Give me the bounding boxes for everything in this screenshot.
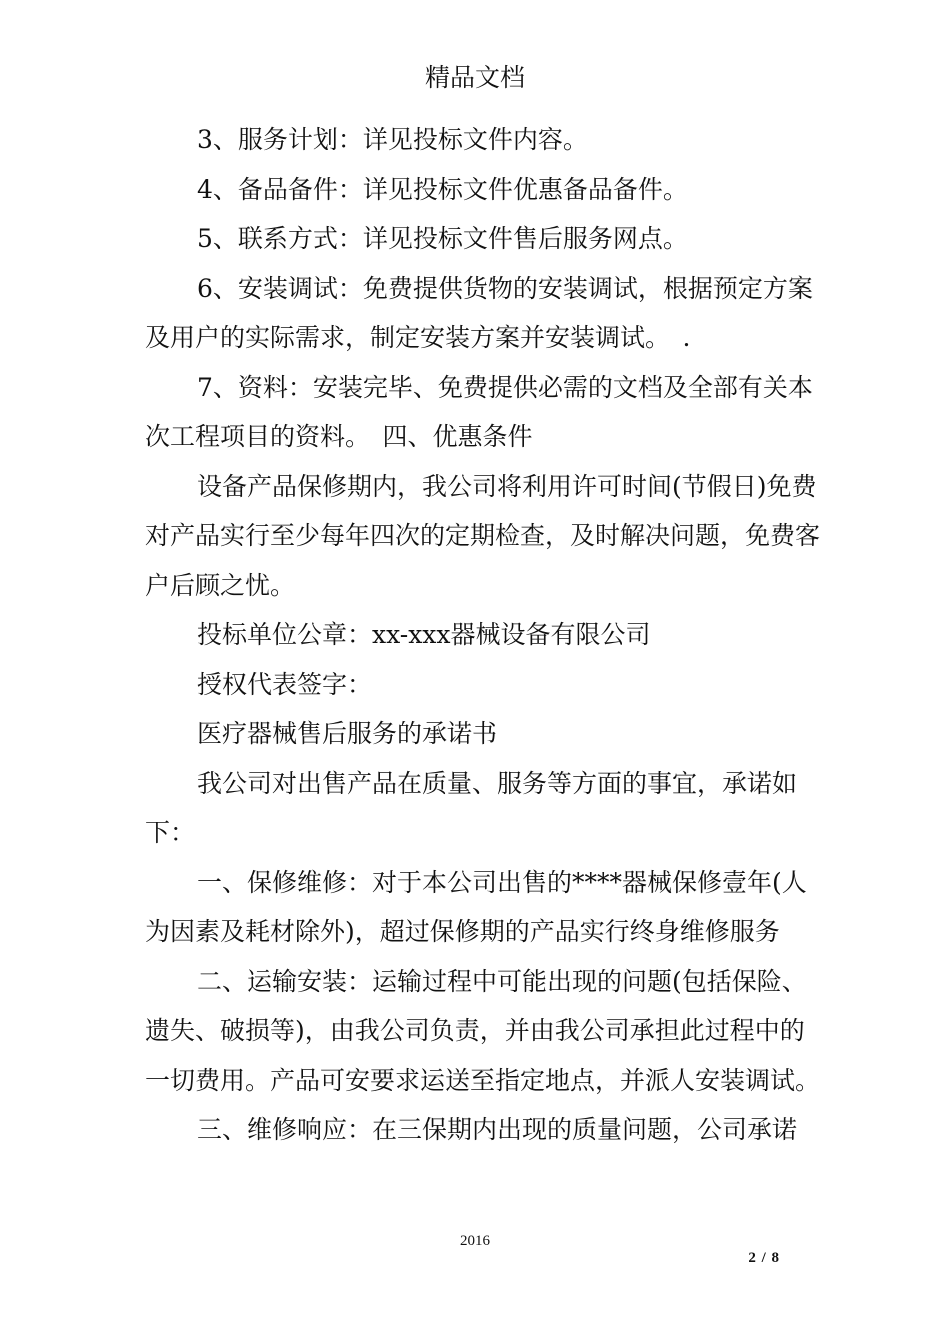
paragraph-commitment-intro: 我公司对出售产品在质量、服务等方面的事宜，承诺如下： xyxy=(145,768,798,847)
paragraph-response: 三、维修响应：在三保期内出现的质量问题，公司承诺 xyxy=(197,1115,798,1144)
paragraph-warranty-inspection: 设备产品保修期内，我公司将利用许可时间(节假日)免费对产品实行至少每年四次的定期检查，及时解决问题，免费客户后顾之忧。 xyxy=(145,471,821,600)
paragraph-signature: 授权代表签字： xyxy=(197,669,373,699)
paragraph-contact: 5、联系方式：详见投标文件售后服务网点。 xyxy=(197,224,688,253)
paragraph-repair: 一、保修维修：对于本公司出售的****器械保修壹年(人为因素及耗材除外)，超过保修期的产品实行终身维修服务 xyxy=(145,867,807,946)
paragraph-service-plan: 3、服务计划：详见投标文件内容。 xyxy=(197,125,588,154)
footer-year: 2016 xyxy=(460,1233,490,1249)
page-number: 2 / 8 xyxy=(748,1250,780,1266)
paragraph-transport: 二、运输安装：运输过程中可能出现的问题(包括保险、遗失、破损等)，由我公司负责，并由我公司承担此过程中的一切费用。产品可安要求运送至指定地点，并派人安装调试。 xyxy=(145,966,821,1095)
page-header-title: 精品文档 xyxy=(424,63,525,92)
paragraph-commitment-title: 医疗器械售后服务的承诺书 xyxy=(197,719,498,748)
paragraph-spare-parts: 4、备品备件：详见投标文件优惠备品备件。 xyxy=(197,174,688,204)
paragraph-installation: 6、安装调试：免费提供货物的安装调试，根据预定方案及用户的实际需求，制定安装方案并安装调试。 . xyxy=(145,273,813,352)
paragraph-materials: 7、资料：安装完毕、免费提供必需的文档及全部有关本次工程项目的资料。 四、优惠条件 xyxy=(145,372,813,451)
paragraph-company-seal: 投标单位公章：xx-xxx器械设备有限公司 xyxy=(197,620,651,649)
document-body xyxy=(145,115,825,1155)
